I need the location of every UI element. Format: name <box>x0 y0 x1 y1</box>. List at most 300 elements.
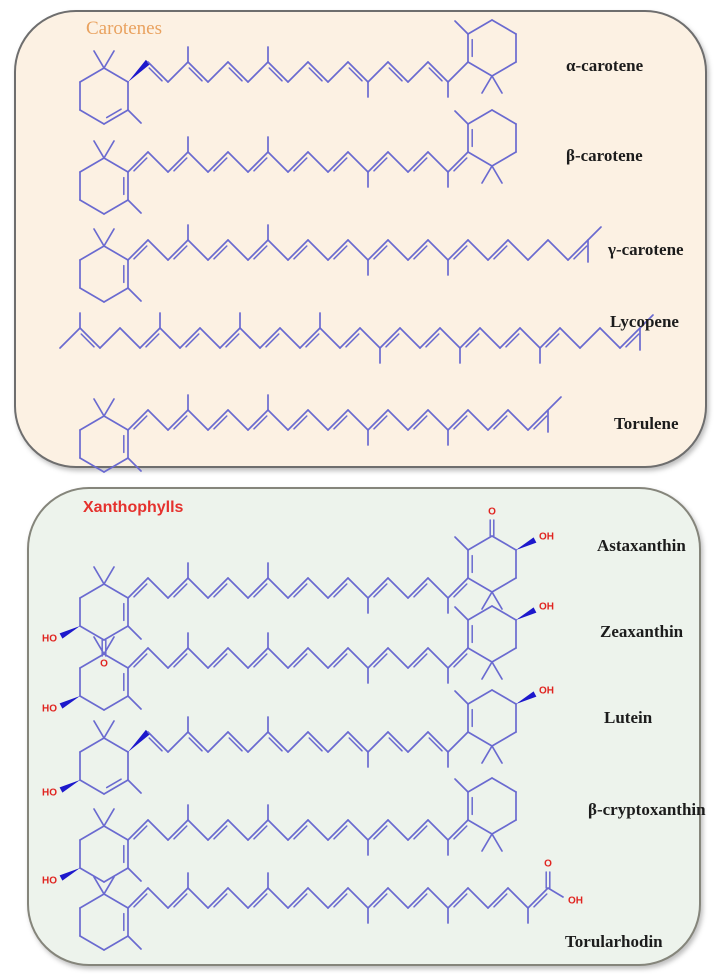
bond <box>80 780 104 794</box>
bond <box>492 648 516 662</box>
bond <box>420 328 440 348</box>
bond <box>368 732 388 752</box>
bond <box>80 458 104 472</box>
bond <box>148 888 168 908</box>
bond <box>288 888 308 908</box>
bond <box>168 820 188 840</box>
bond <box>120 328 140 348</box>
bond <box>94 721 104 738</box>
bond <box>448 648 468 668</box>
bond <box>128 200 141 213</box>
bond <box>468 578 492 592</box>
bond <box>368 888 388 908</box>
bond <box>448 732 468 752</box>
bond <box>548 240 568 260</box>
bond <box>348 820 368 840</box>
bond <box>148 732 168 752</box>
bond <box>388 62 408 82</box>
bond <box>288 62 308 82</box>
bond <box>348 410 368 430</box>
bond <box>140 328 160 348</box>
bond <box>80 288 104 302</box>
bond <box>208 820 228 840</box>
bond <box>168 732 188 752</box>
bond <box>528 410 548 430</box>
bond <box>107 109 121 117</box>
bond <box>260 328 280 348</box>
bond <box>328 240 348 260</box>
bond <box>348 152 368 172</box>
bond <box>128 936 141 949</box>
bond <box>208 888 228 908</box>
bond <box>328 888 348 908</box>
bond <box>100 328 120 348</box>
bond <box>428 732 448 752</box>
bond <box>308 732 328 752</box>
bond <box>428 410 448 430</box>
wedge-bond <box>128 60 150 82</box>
wedge-bond <box>60 868 80 881</box>
bond <box>428 888 448 908</box>
bond <box>482 166 492 183</box>
bond <box>508 888 528 908</box>
bond <box>468 732 492 746</box>
molecule--carotene <box>80 225 601 302</box>
bond <box>128 648 148 668</box>
bond <box>104 458 128 472</box>
atom-label-oh: OH <box>539 601 554 613</box>
bond <box>360 328 380 348</box>
molecule-label-astaxanthin: Astaxanthin <box>597 536 686 555</box>
bond <box>328 578 348 598</box>
bond <box>128 458 141 471</box>
bond <box>188 732 208 752</box>
bond <box>388 410 408 430</box>
bond <box>388 240 408 260</box>
molecule-label--carotene: β-carotene <box>566 146 643 165</box>
bond <box>428 578 448 598</box>
bond <box>128 780 141 793</box>
bond <box>128 696 141 709</box>
bond <box>468 536 492 550</box>
bond <box>492 834 502 851</box>
bond <box>468 606 492 620</box>
bond <box>104 626 128 640</box>
bond <box>388 732 408 752</box>
bond <box>104 809 114 826</box>
atom-label-o: O <box>100 658 108 670</box>
bond <box>480 328 500 348</box>
bond <box>188 888 208 908</box>
bond <box>448 578 468 598</box>
bond <box>440 328 460 348</box>
bond <box>492 732 516 746</box>
bond <box>104 416 128 430</box>
bond <box>428 820 448 840</box>
bond <box>488 410 508 430</box>
molecule-label-lycopene: Lycopene <box>610 312 679 331</box>
bond <box>128 240 148 260</box>
bond <box>320 328 340 348</box>
bond <box>200 328 220 348</box>
bond <box>348 578 368 598</box>
bond <box>168 648 188 668</box>
bond <box>104 229 114 246</box>
bond <box>94 809 104 826</box>
bond <box>482 76 492 93</box>
bond <box>104 51 114 68</box>
bond <box>80 626 104 640</box>
bond <box>492 152 516 166</box>
bond <box>528 240 548 260</box>
bond <box>508 410 528 430</box>
molecule--carotene <box>80 20 516 124</box>
bond <box>188 820 208 840</box>
bond <box>80 68 104 82</box>
molecule-label-zeaxanthin: Zeaxanthin <box>600 622 684 641</box>
molecule-zeaxanthin <box>42 602 554 715</box>
bond <box>248 62 268 82</box>
bond <box>448 240 468 260</box>
bond <box>488 240 508 260</box>
bond <box>492 20 516 34</box>
bond <box>280 328 300 348</box>
bond <box>104 868 128 882</box>
bond <box>104 721 114 738</box>
bond <box>492 536 516 550</box>
atom-label-ho: HO <box>42 633 57 645</box>
bond <box>80 936 104 950</box>
bond <box>328 410 348 430</box>
bond <box>128 110 141 123</box>
wedge-bond <box>516 537 536 550</box>
bond <box>328 152 348 172</box>
bond <box>60 328 80 348</box>
bond <box>348 888 368 908</box>
molecule-torularhodin <box>80 859 583 951</box>
bond <box>228 732 248 752</box>
bond <box>104 288 128 302</box>
bond <box>288 240 308 260</box>
bond <box>368 820 388 840</box>
bond <box>104 584 128 598</box>
molecule-torulene <box>80 395 561 472</box>
atom-label-oh: OH <box>539 685 554 697</box>
bond <box>80 416 104 430</box>
bond <box>468 240 488 260</box>
bond <box>188 240 208 260</box>
bond <box>80 158 104 172</box>
bond <box>128 578 148 598</box>
bond <box>160 328 180 348</box>
bond <box>248 410 268 430</box>
bond <box>408 888 428 908</box>
wedge-bond <box>60 696 80 709</box>
bond <box>468 110 492 124</box>
bond <box>248 888 268 908</box>
bond <box>104 68 128 82</box>
bond <box>508 240 528 260</box>
bond <box>288 732 308 752</box>
atom-label-oh: OH <box>539 531 554 543</box>
bond <box>468 648 492 662</box>
bond <box>492 662 502 679</box>
bond <box>368 410 388 430</box>
bond <box>248 732 268 752</box>
bond <box>408 732 428 752</box>
bond <box>308 888 328 908</box>
bond <box>168 578 188 598</box>
bond <box>568 240 588 260</box>
molecule-lycopene <box>60 313 653 363</box>
molecule-label-torulene: Torulene <box>614 414 679 433</box>
bond <box>408 152 428 172</box>
bond <box>94 567 104 584</box>
bond <box>548 397 561 410</box>
bond <box>448 152 468 172</box>
bond <box>288 578 308 598</box>
bond <box>288 152 308 172</box>
bond <box>208 152 228 172</box>
bond <box>428 152 448 172</box>
bond <box>94 229 104 246</box>
wedge-bond <box>516 607 536 620</box>
bond <box>148 152 168 172</box>
bond <box>468 888 488 908</box>
bond <box>128 868 141 881</box>
bond <box>128 820 148 840</box>
bond <box>248 820 268 840</box>
bond <box>328 62 348 82</box>
bond <box>408 648 428 668</box>
bond <box>148 578 168 598</box>
bond <box>455 537 468 550</box>
bond <box>128 888 148 908</box>
bond <box>455 21 468 34</box>
bond <box>468 410 488 430</box>
bond <box>148 62 168 82</box>
bond <box>268 732 288 752</box>
bond <box>80 200 104 214</box>
wedge-bond <box>60 626 80 639</box>
bond <box>368 152 388 172</box>
bond <box>308 152 328 172</box>
bond <box>80 738 104 752</box>
bond <box>492 820 516 834</box>
bond <box>468 20 492 34</box>
bond <box>348 62 368 82</box>
bond <box>104 246 128 260</box>
molecule-label-lutein: Lutein <box>604 708 653 727</box>
molecule-label--carotene: γ-carotene <box>608 240 684 259</box>
bond <box>248 240 268 260</box>
bond <box>208 62 228 82</box>
bond <box>408 240 428 260</box>
bond <box>188 152 208 172</box>
bond <box>448 888 468 908</box>
bond <box>128 152 148 172</box>
atom-label-ho: HO <box>42 875 57 887</box>
bond <box>188 62 208 82</box>
molecule-astaxanthin <box>42 507 554 670</box>
bond <box>455 779 468 792</box>
bond <box>104 567 114 584</box>
bond <box>368 240 388 260</box>
bond <box>308 240 328 260</box>
bond <box>80 868 104 882</box>
bond <box>500 328 520 348</box>
bond <box>492 110 516 124</box>
bond <box>492 746 502 763</box>
bond <box>104 696 128 710</box>
bond <box>104 936 128 950</box>
bond <box>248 578 268 598</box>
bond <box>268 578 288 598</box>
bond <box>348 648 368 668</box>
bond <box>328 732 348 752</box>
bond <box>228 888 248 908</box>
bond <box>188 648 208 668</box>
wedge-bond <box>516 691 536 704</box>
bond <box>208 732 228 752</box>
atom-label-oh: OH <box>568 895 583 907</box>
bond <box>448 62 468 82</box>
bond <box>80 110 104 124</box>
bond <box>482 746 492 763</box>
bond <box>348 240 368 260</box>
bond <box>368 648 388 668</box>
panel-title-carotenes: Carotenes <box>86 18 162 39</box>
bond <box>148 648 168 668</box>
atom-label-ho: HO <box>42 703 57 715</box>
bond <box>148 240 168 260</box>
bond <box>128 410 148 430</box>
bond <box>580 328 600 348</box>
bond <box>94 51 104 68</box>
bond <box>268 648 288 668</box>
bond <box>468 778 492 792</box>
bond <box>468 690 492 704</box>
bond <box>228 152 248 172</box>
molecule-label--cryptoxanthin: β-cryptoxanthin <box>588 800 706 819</box>
molecule-label-torularhodin: Torularhodin <box>565 932 663 951</box>
bond <box>188 410 208 430</box>
bond <box>180 328 200 348</box>
bond <box>80 826 104 840</box>
bond <box>228 648 248 668</box>
bond <box>455 691 468 704</box>
bond <box>168 888 188 908</box>
bond <box>248 152 268 172</box>
bond <box>104 399 114 416</box>
bond <box>228 240 248 260</box>
bond <box>428 648 448 668</box>
bond <box>208 240 228 260</box>
bond <box>308 410 328 430</box>
bond <box>328 820 348 840</box>
bond <box>107 779 121 787</box>
bond <box>168 240 188 260</box>
bond <box>148 410 168 430</box>
bond <box>308 820 328 840</box>
bond <box>408 578 428 598</box>
bond <box>520 328 540 348</box>
bond <box>468 820 492 834</box>
bond <box>368 62 388 82</box>
bond <box>288 648 308 668</box>
bond <box>492 166 502 183</box>
bond <box>455 111 468 124</box>
bond <box>560 328 580 348</box>
bond <box>208 578 228 598</box>
bond <box>492 606 516 620</box>
bond <box>268 240 288 260</box>
bond <box>455 607 468 620</box>
wedge-bond <box>128 730 150 752</box>
panel-title-xanthophylls: Xanthophylls <box>83 499 184 516</box>
bond <box>188 578 208 598</box>
bond <box>220 328 240 348</box>
bond <box>268 820 288 840</box>
atom-label-o: O <box>488 506 496 518</box>
bond <box>308 62 328 82</box>
bond <box>428 62 448 82</box>
bond <box>448 410 468 430</box>
bond <box>288 820 308 840</box>
bond <box>388 648 408 668</box>
bond <box>548 888 563 897</box>
bond <box>168 410 188 430</box>
molecule--cryptoxanthin <box>42 778 516 887</box>
bond <box>94 141 104 158</box>
bond <box>448 820 468 840</box>
bond <box>104 894 128 908</box>
bond <box>492 76 502 93</box>
bond <box>308 578 328 598</box>
bond <box>80 328 100 348</box>
bond <box>248 648 268 668</box>
bond <box>428 240 448 260</box>
bond <box>268 410 288 430</box>
bond <box>468 152 492 166</box>
bond <box>328 648 348 668</box>
bond <box>228 62 248 82</box>
bond <box>492 690 516 704</box>
wedge-bond <box>60 780 80 793</box>
bond <box>340 328 360 348</box>
bond <box>240 328 260 348</box>
bond <box>492 62 516 76</box>
bond <box>528 888 548 908</box>
bond <box>168 152 188 172</box>
bond <box>104 141 114 158</box>
bond <box>268 152 288 172</box>
bond <box>300 328 320 348</box>
bond <box>388 578 408 598</box>
bond <box>94 399 104 416</box>
bond <box>104 200 128 214</box>
bond <box>208 648 228 668</box>
bond <box>268 888 288 908</box>
bond <box>228 820 248 840</box>
bond <box>308 648 328 668</box>
molecule-label--carotene: α-carotene <box>566 56 644 75</box>
bond <box>208 410 228 430</box>
bond <box>460 328 480 348</box>
bond <box>588 227 601 240</box>
bond <box>408 62 428 82</box>
bond <box>228 410 248 430</box>
